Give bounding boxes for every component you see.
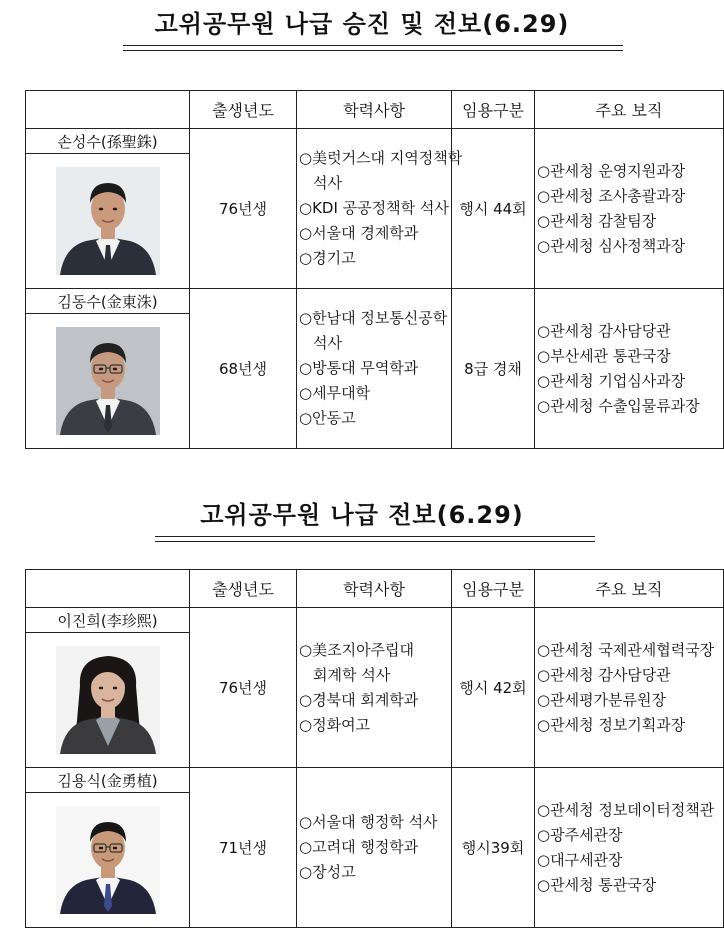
positions-list	[535, 608, 724, 768]
education-list	[297, 129, 463, 289]
education-item: ○세무대학	[299, 384, 371, 402]
education-item: ○방통대 무역학과	[299, 359, 419, 377]
education-item: ○한남대 정보통신공학	[299, 309, 448, 327]
table-row	[26, 289, 724, 314]
table-row	[26, 768, 724, 793]
person-name: 김동수(金東洙)	[26, 289, 190, 314]
education-item: ○장성고	[299, 863, 356, 881]
header-birth: 출생년도	[190, 91, 297, 129]
position-item: ○관세청 조사총괄과장	[537, 186, 686, 205]
education-item: ○서울대 경제학과	[299, 224, 419, 242]
person-name: 손성수(孫聖銖)	[26, 129, 190, 154]
education-item: ○KDI 공공정책학 석사	[299, 199, 449, 217]
birth-year: 68년생	[190, 289, 297, 449]
education-item: 회계학 석사	[313, 665, 391, 684]
position-item: ○관세청 정보기획과장	[537, 715, 686, 734]
header-positions: 주요 보직	[535, 570, 724, 608]
education-item: ○美조지아주립대	[299, 640, 415, 659]
education-item: ○서울대 행정학 석사	[299, 813, 438, 831]
education-list	[297, 768, 452, 928]
position-item: ○부산세관 통관국장	[537, 346, 671, 365]
education-item: ○경기고	[299, 249, 356, 267]
position-item: ○관세청 정보데이터정책관	[537, 800, 715, 819]
table-row	[26, 608, 724, 633]
portrait-photo	[56, 806, 160, 914]
photo-cell	[26, 154, 190, 289]
portrait-photo	[56, 646, 160, 754]
education-item: ○경북대 회계학과	[299, 690, 419, 709]
education-item: ○美럿거스대 지역정책학	[299, 149, 463, 167]
position-item: ○관세청 운영지원과장	[537, 161, 686, 180]
person-name: 이진희(李珍熙)	[26, 608, 190, 633]
portrait-photo	[56, 327, 160, 435]
header-appointment: 임용구분	[452, 570, 535, 608]
photo-cell	[26, 314, 190, 449]
person-name: 김용식(金勇植)	[26, 768, 190, 793]
positions-list	[535, 129, 724, 289]
birth-year: 76년생	[190, 608, 297, 768]
positions-list	[535, 289, 724, 449]
education-item: 석사	[313, 334, 342, 352]
photo-cell	[26, 633, 190, 768]
table-row	[26, 129, 724, 154]
appointment-type: 행시 42회	[452, 608, 535, 768]
photo-cell	[26, 793, 190, 928]
position-item: ○대구세관장	[537, 850, 623, 869]
position-item: ○관세청 심사정책과장	[537, 236, 686, 255]
title-underline-1	[123, 45, 623, 51]
title-underline-2	[155, 536, 595, 542]
roster-table-1	[25, 90, 724, 449]
portrait-image	[56, 806, 160, 914]
portrait-image	[56, 646, 160, 754]
position-item: ○관세청 수출입물류과장	[537, 396, 700, 415]
education-item: ○정화여고	[299, 715, 371, 734]
position-item: ○관세청 국제관세협력국장	[537, 640, 715, 659]
portrait-image	[56, 167, 160, 275]
header-appointment: 임용구분	[452, 91, 535, 129]
header-birth: 출생년도	[190, 570, 297, 608]
position-item: ○관세청 감사담당관	[537, 665, 671, 684]
section-title-1: 고위공무원 나급 승진 및 전보(6.29)	[154, 10, 570, 38]
table-header-row	[26, 570, 724, 608]
appointment-type: 행시39회	[452, 768, 535, 928]
appointment-type: 8급 경채	[452, 289, 535, 449]
table-header-row	[26, 91, 724, 129]
header-education: 학력사항	[297, 91, 452, 129]
position-item: ○관세청 감찰팀장	[537, 211, 657, 230]
education-item: ○안동고	[299, 409, 356, 427]
positions-list	[535, 768, 724, 928]
education-list	[297, 608, 452, 768]
roster-table-2	[25, 569, 724, 928]
portrait-image	[56, 327, 160, 435]
education-list	[297, 289, 452, 449]
position-item: ○관세평가분류원장	[537, 690, 667, 709]
header-education: 학력사항	[297, 570, 452, 608]
header-blank	[26, 91, 190, 129]
header-positions: 주요 보직	[535, 91, 724, 129]
position-item: ○관세청 감사담당관	[537, 321, 671, 340]
position-item: ○관세청 통관국장	[537, 875, 657, 894]
position-item: ○관세청 기업심사과장	[537, 371, 686, 390]
education-item: 석사	[313, 174, 342, 192]
portrait-photo	[56, 167, 160, 275]
birth-year: 71년생	[190, 768, 297, 928]
header-blank	[26, 570, 190, 608]
birth-year: 76년생	[190, 129, 297, 289]
section-title-2: 고위공무원 나급 전보(6.29)	[200, 501, 524, 529]
education-item: ○고려대 행정학과	[299, 838, 419, 856]
position-item: ○광주세관장	[537, 825, 623, 844]
appointment-type: 행시 44회	[452, 129, 535, 289]
